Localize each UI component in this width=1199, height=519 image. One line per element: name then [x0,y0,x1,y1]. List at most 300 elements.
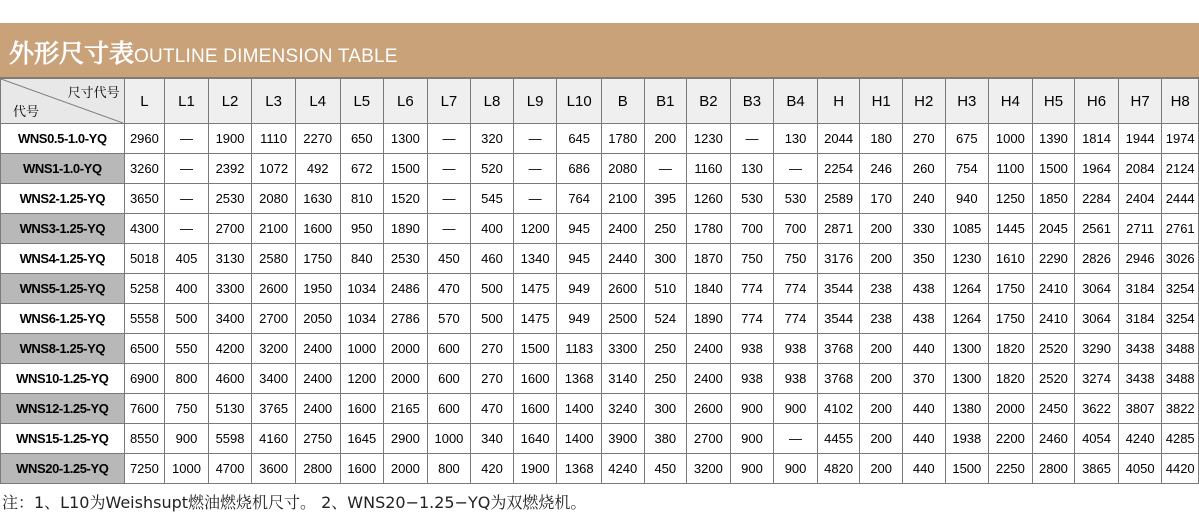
value-cell: 2100 [252,214,296,244]
value-cell: 4102 [817,394,860,424]
value-cell: 2900 [384,424,428,454]
value-cell: — [427,124,471,154]
value-cell: 800 [165,364,209,394]
column-header: B3 [730,79,774,124]
value-cell: 3400 [208,304,252,334]
value-cell: 3140 [601,364,644,394]
value-cell: 1820 [989,364,1033,394]
value-cell: 2826 [1075,244,1119,274]
value-cell: 2800 [295,454,340,484]
column-header: B [601,79,644,124]
title-cn: 外形尺寸表 [9,39,135,68]
column-header: L3 [252,79,296,124]
value-cell: 1260 [687,184,731,214]
value-cell: 2290 [1032,244,1075,274]
value-cell: 3064 [1075,304,1119,334]
value-cell: 2044 [817,124,860,154]
model-cell: WNS3-1.25-YQ [1,214,125,244]
value-cell: 764 [557,184,602,214]
value-cell: 2440 [601,244,644,274]
value-cell: 3488 [1162,364,1199,394]
value-cell: 3300 [601,334,644,364]
column-header: H [817,79,860,124]
value-cell: — [513,124,557,154]
value-cell: 1520 [384,184,428,214]
value-cell: 700 [774,214,818,244]
table-row [1,244,1199,274]
value-cell: 1645 [340,424,384,454]
value-cell: 1840 [687,274,731,304]
value-cell: 3026 [1162,244,1199,274]
value-cell: — [165,214,209,244]
value-cell: 2800 [1032,454,1075,484]
value-cell: 3622 [1075,394,1119,424]
value-cell: 3765 [252,394,296,424]
value-cell: 2000 [384,454,428,484]
value-cell: 1640 [513,424,557,454]
value-cell: 570 [427,304,471,334]
column-header: L [124,79,165,124]
value-cell: 300 [644,244,687,274]
value-cell: 2600 [601,274,644,304]
table-row [1,184,1199,214]
value-cell: 1200 [340,364,384,394]
value-cell: 2165 [384,394,428,424]
value-cell: 550 [165,334,209,364]
model-cell: WNS2-1.25-YQ [1,184,125,214]
value-cell: 1820 [989,334,1033,364]
column-header: B2 [687,79,731,124]
value-cell: 2000 [989,394,1033,424]
value-cell: 1900 [208,124,252,154]
value-cell: 1230 [945,244,989,274]
value-cell: 3865 [1075,454,1119,484]
value-cell: 2580 [252,244,296,274]
value-cell: 200 [860,424,903,454]
value-cell: 530 [730,184,774,214]
value-cell: 2080 [252,184,296,214]
model-cell: WNS15-1.25-YQ [1,424,125,454]
corner-label-dimension: 尺寸代号 [67,86,120,101]
value-cell: 3807 [1118,394,1162,424]
value-cell: 4420 [1162,454,1199,484]
value-cell: 1300 [384,124,428,154]
value-cell: 950 [340,214,384,244]
column-header: B4 [774,79,818,124]
value-cell: 1110 [252,124,296,154]
value-cell: 1183 [557,334,602,364]
value-cell: 900 [730,424,774,454]
value-cell: 1890 [687,304,731,334]
value-cell: 938 [730,334,774,364]
value-cell: 949 [557,274,602,304]
value-cell: 1850 [1032,184,1075,214]
value-cell: 2600 [687,394,731,424]
page-title [9,34,398,70]
value-cell: 2400 [687,364,731,394]
column-header: H1 [860,79,903,124]
value-cell: 2460 [1032,424,1075,454]
table-row [1,424,1199,454]
value-cell: 1034 [340,274,384,304]
value-cell: 5018 [124,244,165,274]
value-cell: 500 [165,304,209,334]
value-cell: 1944 [1118,124,1162,154]
value-cell: 3064 [1075,274,1119,304]
value-cell: 7600 [124,394,165,424]
value-cell: 2786 [384,304,428,334]
value-cell: 600 [427,364,471,394]
value-cell: 1340 [513,244,557,274]
model-cell: WNS12-1.25-YQ [1,394,125,424]
value-cell: 800 [427,454,471,484]
value-cell: 774 [730,304,774,334]
value-cell: 6500 [124,334,165,364]
table-row [1,454,1199,484]
value-cell: 2045 [1032,214,1075,244]
value-cell: — [165,154,209,184]
value-cell: 1368 [557,454,602,484]
value-cell: 3274 [1075,364,1119,394]
value-cell: 4050 [1118,454,1162,484]
value-cell: 4700 [208,454,252,484]
value-cell: 5130 [208,394,252,424]
value-cell: 2404 [1118,184,1162,214]
value-cell: 240 [902,184,945,214]
model-cell: WNS20-1.25-YQ [1,454,125,484]
value-cell: 2124 [1162,154,1199,184]
value-cell: 900 [774,394,818,424]
value-cell: 3130 [208,244,252,274]
value-cell: 3650 [124,184,165,214]
model-cell: WNS6-1.25-YQ [1,304,125,334]
value-cell: 200 [860,214,903,244]
value-cell: 438 [902,304,945,334]
column-header: H6 [1075,79,1119,124]
value-cell: 340 [471,424,514,454]
column-header: L7 [427,79,471,124]
value-cell: 1600 [340,394,384,424]
value-cell: 675 [945,124,989,154]
value-cell: 1000 [427,424,471,454]
value-cell: 1964 [1075,154,1119,184]
value-cell: 754 [945,154,989,184]
value-cell: 7250 [124,454,165,484]
value-cell: 440 [902,334,945,364]
value-cell: 2084 [1118,154,1162,184]
value-cell: 4054 [1075,424,1119,454]
value-cell: 1600 [295,214,340,244]
value-cell: 1500 [384,154,428,184]
value-cell: 750 [774,244,818,274]
value-cell: 250 [644,334,687,364]
value-cell: 2200 [989,424,1033,454]
value-cell: 200 [860,454,903,484]
value-cell: 250 [644,364,687,394]
value-cell: 260 [902,154,945,184]
model-cell: WNS0.5-1.0-YQ [1,124,125,154]
value-cell: 2530 [384,244,428,274]
value-cell: 470 [471,394,514,424]
value-cell: 450 [644,454,687,484]
value-cell: 2400 [295,334,340,364]
value-cell: 2700 [687,424,731,454]
value-cell: 2450 [1032,394,1075,424]
title-banner [0,23,1199,78]
value-cell: 949 [557,304,602,334]
value-cell: 1072 [252,154,296,184]
value-cell: 1250 [989,184,1033,214]
value-cell: 438 [902,274,945,304]
value-cell: 1380 [945,394,989,424]
value-cell: 650 [340,124,384,154]
value-cell: 5598 [208,424,252,454]
value-cell: 200 [860,334,903,364]
table-body [1,124,1199,484]
value-cell: 440 [902,424,945,454]
value-cell: 400 [471,214,514,244]
column-header: L8 [471,79,514,124]
value-cell: 3184 [1118,304,1162,334]
value-cell: 1475 [513,274,557,304]
value-cell: 1034 [340,304,384,334]
value-cell: 200 [860,244,903,274]
value-cell: 350 [902,244,945,274]
value-cell: — [774,154,818,184]
value-cell: 1870 [687,244,731,274]
value-cell: 2050 [295,304,340,334]
value-cell: 4600 [208,364,252,394]
value-cell: 2410 [1032,304,1075,334]
value-cell: 3822 [1162,394,1199,424]
column-header: H4 [989,79,1033,124]
value-cell: 3438 [1118,364,1162,394]
value-cell: 270 [902,124,945,154]
value-cell: 450 [427,244,471,274]
value-cell: 2100 [601,184,644,214]
value-cell: 686 [557,154,602,184]
value-cell: 1200 [513,214,557,244]
value-cell: 3254 [1162,274,1199,304]
value-cell: 1300 [945,364,989,394]
value-cell: 938 [774,364,818,394]
value-cell: 4285 [1162,424,1199,454]
value-cell: 2400 [601,214,644,244]
value-cell: 2444 [1162,184,1199,214]
value-cell: 1264 [945,304,989,334]
value-cell: — [513,154,557,184]
footnote: 注：1、L10为Weishsupt燃油燃烧机尺寸。 2、WNS20−1.25−YQ为双燃烧机。 [2,493,587,512]
value-cell: 3200 [252,334,296,364]
value-cell: 1974 [1162,124,1199,154]
column-header: L2 [208,79,252,124]
column-header: H7 [1118,79,1162,124]
table-row [1,394,1199,424]
value-cell: 600 [427,334,471,364]
value-cell: 130 [774,124,818,154]
value-cell: 300 [644,394,687,424]
value-cell: 3600 [252,454,296,484]
value-cell: 1230 [687,124,731,154]
value-cell: 1390 [1032,124,1075,154]
value-cell: 420 [471,454,514,484]
value-cell: 940 [945,184,989,214]
value-cell: 1900 [513,454,557,484]
value-cell: 1000 [989,124,1033,154]
value-cell: 810 [340,184,384,214]
value-cell: 3300 [208,274,252,304]
model-cell: WNS8-1.25-YQ [1,334,125,364]
value-cell: 330 [902,214,945,244]
value-cell: 774 [774,274,818,304]
value-cell: 1400 [557,424,602,454]
value-cell: 4455 [817,424,860,454]
value-cell: 6900 [124,364,165,394]
value-cell: 2750 [295,424,340,454]
value-cell: 1750 [295,244,340,274]
value-cell: 1500 [513,334,557,364]
table-row [1,334,1199,364]
value-cell: 320 [471,124,514,154]
column-header: L10 [557,79,602,124]
value-cell: 3488 [1162,334,1199,364]
value-cell: 2284 [1075,184,1119,214]
value-cell: 3200 [687,454,731,484]
value-cell: 1264 [945,274,989,304]
value-cell: 2000 [384,364,428,394]
value-cell: 170 [860,184,903,214]
value-cell: 2254 [817,154,860,184]
value-cell: 2400 [295,394,340,424]
dimension-table [0,78,1199,484]
value-cell: 938 [730,364,774,394]
column-header: H3 [945,79,989,124]
value-cell: 395 [644,184,687,214]
table-header-row [1,79,1199,124]
value-cell: 2410 [1032,274,1075,304]
column-header: H2 [902,79,945,124]
value-cell: 2520 [1032,334,1075,364]
value-cell: 238 [860,274,903,304]
value-cell: — [427,154,471,184]
value-cell: 2400 [687,334,731,364]
value-cell: 3438 [1118,334,1162,364]
value-cell: 1400 [557,394,602,424]
value-cell: 2711 [1118,214,1162,244]
value-cell: 3240 [601,394,644,424]
value-cell: 700 [730,214,774,244]
model-cell: WNS10-1.25-YQ [1,364,125,394]
value-cell: 1750 [989,274,1033,304]
value-cell: 2700 [252,304,296,334]
value-cell: 1600 [340,454,384,484]
value-cell: 1780 [601,124,644,154]
value-cell: 400 [165,274,209,304]
value-cell: 1500 [1032,154,1075,184]
value-cell: 1000 [340,334,384,364]
value-cell: — [165,184,209,214]
value-cell: — [513,184,557,214]
value-cell: 1085 [945,214,989,244]
value-cell: 2946 [1118,244,1162,274]
value-cell: 1300 [945,334,989,364]
value-cell: 2960 [124,124,165,154]
value-cell: 4240 [601,454,644,484]
value-cell: 3544 [817,304,860,334]
value-cell: 3400 [252,364,296,394]
value-cell: 2600 [252,274,296,304]
value-cell: 3900 [601,424,644,454]
value-cell: 1600 [513,364,557,394]
value-cell: 3184 [1118,274,1162,304]
value-cell: — [427,214,471,244]
column-header: L6 [384,79,428,124]
value-cell: 440 [902,454,945,484]
value-cell: 2392 [208,154,252,184]
value-cell: 1630 [295,184,340,214]
value-cell: — [165,124,209,154]
value-cell: 200 [860,364,903,394]
value-cell: 750 [730,244,774,274]
value-cell: — [427,184,471,214]
value-cell: 774 [730,274,774,304]
value-cell: 2761 [1162,214,1199,244]
value-cell: 3768 [817,334,860,364]
value-cell: 672 [340,154,384,184]
table-row [1,304,1199,334]
value-cell: 1814 [1075,124,1119,154]
value-cell: 600 [427,394,471,424]
value-cell: 460 [471,244,514,274]
value-cell: 200 [860,394,903,424]
value-cell: 5558 [124,304,165,334]
value-cell: 380 [644,424,687,454]
title-en: OUTLINE DIMENSION TABLE [134,46,398,67]
column-header: L9 [513,79,557,124]
value-cell: 2080 [601,154,644,184]
value-cell: 510 [644,274,687,304]
value-cell: 1475 [513,304,557,334]
value-cell: 900 [730,454,774,484]
value-cell: — [730,124,774,154]
value-cell: 405 [165,244,209,274]
column-header: L5 [340,79,384,124]
value-cell: 1950 [295,274,340,304]
value-cell: 945 [557,214,602,244]
value-cell: — [644,154,687,184]
table-row [1,364,1199,394]
value-cell: 270 [471,334,514,364]
value-cell: 840 [340,244,384,274]
value-cell: 2700 [208,214,252,244]
value-cell: 492 [295,154,340,184]
value-cell: 130 [730,154,774,184]
value-cell: 246 [860,154,903,184]
value-cell: 938 [774,334,818,364]
value-cell: 1500 [945,454,989,484]
model-cell: WNS1-1.0-YQ [1,154,125,184]
value-cell: 1600 [513,394,557,424]
value-cell: 1890 [384,214,428,244]
value-cell: 2000 [384,334,428,364]
value-cell: 2530 [208,184,252,214]
value-cell: 3290 [1075,334,1119,364]
value-cell: 900 [165,424,209,454]
value-cell: 2500 [601,304,644,334]
value-cell: 2250 [989,454,1033,484]
value-cell: 1445 [989,214,1033,244]
value-cell: 1368 [557,364,602,394]
